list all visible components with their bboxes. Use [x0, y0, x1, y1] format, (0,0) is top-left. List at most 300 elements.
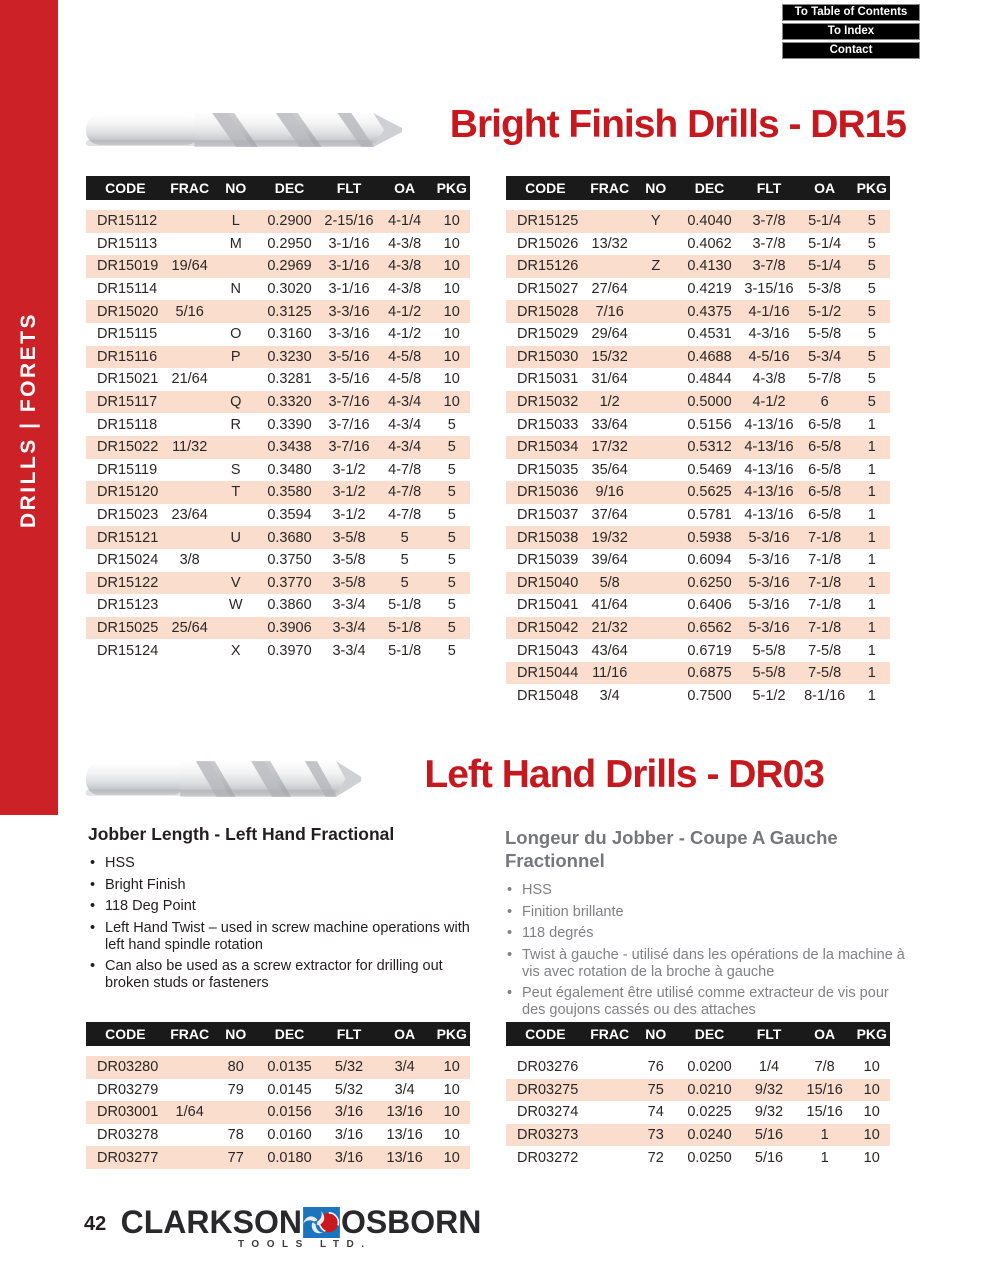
dr03-table-right	[506, 1022, 890, 1169]
column-header: OA	[796, 1022, 854, 1046]
cell: 1	[853, 662, 890, 685]
column-header: PKG	[433, 176, 470, 200]
cell: 0.2969	[257, 255, 322, 278]
table-row	[506, 346, 890, 369]
cell: DR15040	[506, 572, 585, 595]
cell: 4-13/16	[742, 436, 796, 459]
cell	[165, 481, 215, 504]
cell	[635, 481, 677, 504]
cell: 4-13/16	[744, 416, 794, 433]
cell: DR15048	[517, 687, 579, 704]
table-row	[506, 1146, 890, 1169]
cell	[165, 233, 215, 256]
cell: 5	[433, 572, 470, 595]
cell: 0.5000	[677, 391, 742, 414]
cell	[165, 639, 215, 662]
cell: 3/16	[322, 1146, 376, 1169]
cell: 0.0240	[677, 1124, 742, 1147]
dr03-table-left	[86, 1022, 470, 1169]
cell: 3-7/8	[752, 235, 786, 252]
cell: DR15112	[86, 210, 165, 233]
cell: 9/16	[585, 481, 635, 504]
cell: 0.0200	[687, 1059, 732, 1076]
cell	[635, 233, 677, 256]
cell: DR03274	[517, 1104, 579, 1121]
table-row	[86, 1056, 470, 1079]
cell: 5-1/2	[752, 687, 786, 704]
cell: 0.3906	[257, 617, 322, 640]
table-header	[506, 176, 890, 200]
cell: 33/64	[591, 416, 628, 433]
table-row	[506, 210, 890, 233]
cell: U	[215, 526, 257, 549]
cell: 4-3/8	[388, 281, 422, 298]
cell: 10	[863, 1104, 880, 1121]
column-header: FRAC	[585, 176, 635, 200]
cell: 78	[227, 1127, 244, 1144]
cell: 5	[447, 642, 456, 659]
cell: 0.4040	[677, 210, 742, 233]
cell: 41/64	[591, 597, 628, 614]
cell: 13/16	[376, 1101, 434, 1124]
header-row	[506, 176, 890, 200]
table-row	[86, 300, 470, 323]
cell	[165, 278, 215, 301]
cell: DR15038	[506, 526, 585, 549]
cell: 0.3680	[257, 526, 322, 549]
cell: 6-5/8	[808, 507, 842, 524]
cell: DR03273	[506, 1124, 585, 1147]
cell: 0.0225	[687, 1104, 732, 1121]
cell: 3-1/2	[322, 481, 376, 504]
cell: 6-5/8	[796, 436, 854, 459]
page-number: 42	[84, 1213, 107, 1235]
cell	[215, 1101, 257, 1124]
sidebar	[0, 0, 58, 815]
brand-word-osborn: OSBORN	[340, 1204, 482, 1240]
cell: 0.4688	[677, 346, 742, 369]
cell: 5-5/8	[752, 642, 786, 659]
cell: 10	[433, 1146, 470, 1169]
cell	[585, 1146, 635, 1169]
cell: 3-5/8	[332, 552, 366, 569]
nav-buttons	[782, 4, 920, 61]
cell	[215, 504, 257, 527]
cell: 31/64	[591, 371, 628, 388]
table-row	[86, 572, 470, 595]
cell: 1	[853, 617, 890, 640]
cell: 3-7/16	[322, 391, 376, 414]
column-header: CODE	[506, 176, 585, 200]
cell: 0.6250	[677, 572, 742, 595]
cell: 10	[433, 346, 470, 369]
column-header: FRAC	[165, 1022, 215, 1046]
cell: DR15030	[506, 346, 585, 369]
cell: DR03278	[97, 1127, 159, 1144]
cell	[635, 504, 677, 527]
cell: 17/32	[585, 436, 635, 459]
table-row	[86, 594, 470, 617]
cell: M	[229, 235, 242, 252]
column-header: PKG	[853, 1022, 890, 1046]
bullet-item: • Finition brillante	[505, 904, 909, 921]
cell: 10	[863, 1149, 880, 1166]
table-row	[506, 368, 890, 391]
cell: 11/32	[165, 436, 215, 459]
cell: 1	[867, 687, 876, 704]
table-row	[506, 300, 890, 323]
cell: 5-1/2	[796, 300, 854, 323]
cell: 0.7500	[687, 687, 732, 704]
to-index-button[interactable]: To Index	[782, 23, 920, 40]
cell: 80	[215, 1056, 257, 1079]
cell: S	[230, 461, 241, 478]
cell: 0.3970	[267, 642, 312, 659]
table-row	[506, 255, 890, 278]
cell: 10	[853, 1124, 890, 1147]
cell: 5-3/8	[808, 281, 842, 298]
table-row	[86, 323, 470, 346]
cell: 10	[853, 1079, 890, 1102]
cell: 5	[853, 255, 890, 278]
contact-button[interactable]: Contact	[782, 42, 920, 59]
cell: 19/32	[585, 526, 635, 549]
table-row	[86, 481, 470, 504]
cell: 2-15/16	[322, 210, 376, 233]
cell: 4-7/8	[376, 481, 434, 504]
cell: 4-3/16	[748, 326, 790, 343]
cell: 15/16	[806, 1104, 843, 1121]
cell: 9/32	[742, 1079, 796, 1102]
cell: 10	[433, 210, 470, 233]
cell	[165, 1146, 215, 1169]
cell: 10	[863, 1059, 880, 1076]
table-row	[506, 639, 890, 662]
cell	[635, 300, 677, 323]
cell: 10	[433, 255, 470, 278]
cell	[165, 391, 215, 414]
cell	[165, 413, 215, 436]
cell	[635, 346, 677, 369]
column-header: FRAC	[165, 176, 215, 200]
cell: 3-7/16	[328, 416, 370, 433]
column-header: NO	[215, 176, 257, 200]
cell: 6-5/8	[796, 481, 854, 504]
cell: 0.3320	[257, 391, 322, 414]
drill-bit-image	[85, 110, 403, 150]
cell: T	[215, 481, 257, 504]
cell: 10	[443, 371, 460, 388]
cell	[635, 278, 677, 301]
cell: 10	[433, 300, 470, 323]
bullet-item: • 118 Deg Point	[88, 898, 480, 915]
cell: 5	[853, 391, 890, 414]
cell: 5-1/8	[388, 597, 422, 614]
cell: W	[228, 597, 243, 614]
cell: 7/16	[585, 300, 635, 323]
cell: DR15035	[517, 461, 579, 478]
cell: 77	[215, 1146, 257, 1169]
cell: 4-7/8	[388, 507, 422, 524]
cell: 37/64	[591, 507, 628, 524]
cell: 4-1/2	[388, 326, 422, 343]
cell: 3/16	[334, 1127, 364, 1144]
cell: 19/64	[165, 255, 215, 278]
table-header	[86, 1022, 470, 1046]
cell: 5/16	[742, 1124, 796, 1147]
table-row	[86, 210, 470, 233]
column-header: DEC	[257, 1022, 322, 1046]
cell: 1	[867, 552, 876, 569]
cell: 0.4531	[687, 326, 732, 343]
cell: 1	[820, 1149, 829, 1166]
brand-subtitle: TOOLS LTD.	[237, 1239, 372, 1250]
table-row	[86, 549, 470, 572]
cell: 5	[447, 552, 456, 569]
cell: 0.3390	[267, 416, 312, 433]
cell	[215, 436, 257, 459]
cell: 0.0210	[677, 1079, 742, 1102]
brand-word-clarkson: CLARKSON	[120, 1204, 302, 1240]
column-header: FRAC	[585, 1022, 635, 1046]
cell: DR15115	[97, 326, 158, 343]
to-table-of-contents-button[interactable]: To Table of Contents	[782, 4, 920, 21]
column-header: PKG	[853, 176, 890, 200]
cell: 3/4	[394, 1081, 415, 1098]
cell: DR15126	[506, 255, 585, 278]
cell: N	[230, 281, 241, 298]
table-row	[86, 1124, 470, 1147]
cell: 10	[433, 1101, 470, 1124]
column-header: CODE	[86, 176, 165, 200]
bullet-item: • HSS	[505, 882, 909, 899]
cell: 3-3/16	[322, 300, 376, 323]
column-header: FLT	[742, 176, 796, 200]
cell: 4-3/8	[388, 235, 422, 252]
cell: 5	[447, 507, 456, 524]
header-row	[86, 176, 470, 200]
cell: 0.0145	[267, 1081, 312, 1098]
cell: 0.5156	[687, 416, 732, 433]
column-header: FLT	[322, 176, 376, 200]
table-row	[506, 572, 890, 595]
column-header: OA	[376, 1022, 434, 1046]
cell: 35/64	[591, 461, 628, 478]
table-row	[506, 459, 890, 482]
cell: DR15029	[517, 326, 579, 343]
cell: 5	[867, 371, 876, 388]
cell: 5-3/4	[796, 346, 854, 369]
bullet-item: • Peut également être utilisé comme extracteur de vis pour des goujons cassés ou des attaches	[505, 985, 909, 1019]
cell	[585, 1124, 635, 1147]
cell: 5	[433, 617, 470, 640]
cell: 13/16	[376, 1146, 434, 1169]
cell: 0.2900	[257, 210, 322, 233]
cell: DR15019	[86, 255, 165, 278]
cell: 4-13/16	[742, 481, 796, 504]
cell	[165, 1124, 215, 1147]
table-row	[506, 617, 890, 640]
cell: V	[215, 572, 257, 595]
cell: DR15121	[86, 526, 165, 549]
table-row	[506, 436, 890, 459]
column-header: DEC	[677, 1022, 742, 1046]
cell: 1	[853, 526, 890, 549]
table-row	[86, 368, 470, 391]
cell: 21/32	[585, 617, 635, 640]
table-spacer	[86, 1046, 470, 1056]
clarkson-osborn-logo-icon	[303, 1207, 340, 1238]
cell: DR15027	[517, 281, 579, 298]
cell: 5-5/8	[742, 662, 796, 685]
cell: 76	[647, 1059, 664, 1076]
cell: 4-1/4	[376, 210, 434, 233]
column-header: CODE	[506, 1022, 585, 1046]
cell	[215, 368, 257, 391]
bullet-item: • HSS	[88, 855, 480, 872]
cell: 72	[647, 1149, 664, 1166]
cell: 5/16	[754, 1149, 784, 1166]
cell: DR03275	[506, 1079, 585, 1102]
cell: DR15021	[97, 371, 159, 388]
cell: 8-1/16	[804, 687, 846, 704]
cell: 3-5/8	[322, 572, 376, 595]
table-row	[506, 662, 890, 685]
cell: 0.3230	[257, 346, 322, 369]
cell: 5-3/16	[742, 572, 796, 595]
cell: 5	[853, 210, 890, 233]
table-row	[506, 323, 890, 346]
cell: 6-5/8	[808, 461, 842, 478]
cell: 43/64	[591, 642, 628, 659]
cell: 4-1/16	[742, 300, 796, 323]
cell: 5-3/16	[742, 617, 796, 640]
cell: DR15025	[86, 617, 165, 640]
cell: DR15044	[506, 662, 585, 685]
cell: 1	[867, 507, 876, 524]
cell: DR15024	[97, 552, 159, 569]
cell: 0.0250	[687, 1149, 732, 1166]
bullet-list-en	[88, 855, 480, 992]
cell: 3-1/16	[328, 281, 370, 298]
cell: 15/32	[585, 346, 635, 369]
dr15-table-left	[86, 176, 470, 662]
cell: 0.4219	[687, 281, 732, 298]
column-header: NO	[215, 1022, 257, 1046]
cell: 5	[867, 281, 876, 298]
cell: 10	[443, 1081, 460, 1098]
cell: 5-3/16	[748, 597, 790, 614]
header-row	[86, 1022, 470, 1046]
cell: DR03001	[86, 1101, 165, 1124]
cell: 13/16	[386, 1127, 423, 1144]
table-row	[506, 1101, 890, 1124]
cell	[635, 368, 677, 391]
cell: 0.6562	[677, 617, 742, 640]
cell: 3-3/4	[332, 642, 366, 659]
cell: DR03277	[86, 1146, 165, 1169]
bullet-list-fr	[505, 882, 909, 1019]
cell: 23/64	[171, 507, 208, 524]
cell: 4-3/8	[752, 371, 786, 388]
cell	[165, 210, 215, 233]
cell: 5-5/8	[808, 326, 842, 343]
cell: 0.4130	[677, 255, 742, 278]
cell: 5	[853, 300, 890, 323]
header-row	[506, 1022, 890, 1046]
cell: 0.0156	[257, 1101, 322, 1124]
cell: DR15023	[97, 507, 159, 524]
cell: 0.3580	[257, 481, 322, 504]
cell	[635, 684, 677, 707]
cell	[585, 1056, 635, 1079]
table-row	[86, 526, 470, 549]
cell: 10	[443, 281, 460, 298]
cell: DR15028	[506, 300, 585, 323]
cell: 1	[867, 416, 876, 433]
section-title-dr15: Bright Finish Drills - DR15	[449, 103, 906, 146]
cell: 5	[447, 597, 456, 614]
cell: 0.3020	[267, 281, 312, 298]
cell	[165, 1056, 215, 1079]
table-row	[86, 639, 470, 662]
cell: Y	[635, 210, 677, 233]
cell: 5-1/4	[808, 235, 842, 252]
cell: 0.5469	[687, 461, 732, 478]
cell: 5-3/16	[748, 552, 790, 569]
cell: DR15033	[517, 416, 579, 433]
cell: DR03272	[517, 1149, 579, 1166]
cell: DR15022	[86, 436, 165, 459]
cell: 79	[227, 1081, 244, 1098]
cell: 27/64	[591, 281, 628, 298]
cell: 1/4	[758, 1059, 780, 1076]
cell: 0.3125	[257, 300, 322, 323]
description-heading-fr: Longeur du Jobber - Coupe A Gauche Fractionnel	[505, 827, 838, 871]
column-header: DEC	[677, 176, 742, 200]
table-row	[86, 346, 470, 369]
cell: 5	[376, 572, 434, 595]
cell: DR15043	[517, 642, 579, 659]
cell: 13/32	[591, 235, 628, 252]
cell: 3/8	[179, 552, 200, 569]
bullet-item: • Left Hand Twist – used in screw machine operations with left hand spindle rotation	[88, 920, 480, 954]
cell: L	[215, 210, 257, 233]
cell: P	[215, 346, 257, 369]
cell: R	[230, 416, 241, 433]
cell: 10	[443, 1127, 460, 1144]
table-row	[86, 436, 470, 459]
cell: 1/64	[165, 1101, 215, 1124]
cell: DR15124	[97, 642, 159, 659]
table-spacer	[506, 200, 890, 210]
cell: DR15032	[506, 391, 585, 414]
table-row	[86, 1079, 470, 1102]
cell: DR15125	[506, 210, 585, 233]
cell: 3-5/8	[322, 526, 376, 549]
cell	[635, 391, 677, 414]
cell: 3-3/16	[328, 326, 370, 343]
cell: 3/4	[376, 1056, 434, 1079]
cell: 7-5/8	[796, 662, 854, 685]
bullet-item: • Bright Finish	[88, 877, 480, 894]
cell: 0.4375	[677, 300, 742, 323]
cell: DR15037	[517, 507, 579, 524]
cell	[165, 572, 215, 595]
bullet-item: • Twist à gauche - utilisé dans les opérations de la machine à vis avec rotation de la broche à gauche	[505, 947, 909, 981]
description-heading-en: Jobber Length - Left Hand Fractional	[88, 824, 395, 844]
cell: 3-15/16	[744, 281, 794, 298]
